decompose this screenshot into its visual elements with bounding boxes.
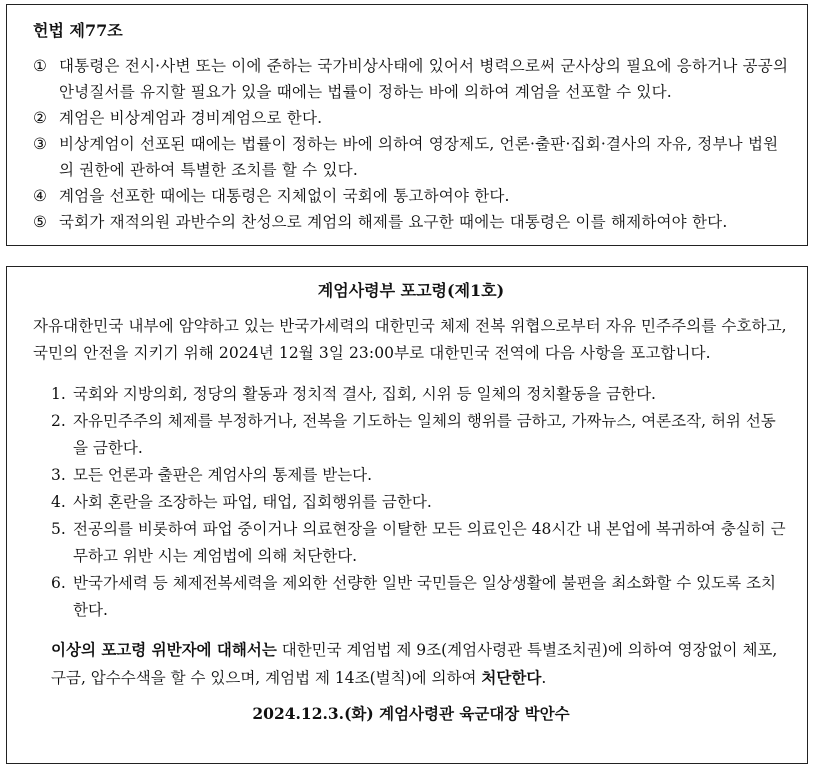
constitution-article-box bbox=[6, 4, 808, 246]
decree-item-2 bbox=[51, 408, 789, 462]
closing-text: 대한민국 계엄법 제 9조(계엄사령관 특별조치권)에 의하여 영장없이 체포, 구금, 압수수색을 할 수 있으며, 계엄법 제 14조(벌칙)에 의하여 bbox=[51, 641, 778, 687]
clause-number: ③ bbox=[33, 135, 48, 153]
item-number: 5. bbox=[51, 520, 66, 538]
clause-number: ① bbox=[33, 57, 48, 75]
clause-1 bbox=[33, 53, 789, 105]
item-number: 2. bbox=[51, 412, 66, 430]
clause-text: 계엄을 선포한 때에는 대통령은 지체없이 국회에 통고하여야 한다. bbox=[59, 187, 510, 205]
item-text: 반국가세력 등 체제전복세력을 제외한 선량한 일반 국민들은 일상생활에 불편을 최소화할 수 있도록 조치한다. bbox=[73, 574, 776, 619]
decree-item-1 bbox=[51, 381, 789, 408]
clause-4 bbox=[33, 183, 789, 209]
closing-bold-lead: 이상의 포고령 위반자에 대해서는 bbox=[51, 640, 277, 659]
clause-text: 대통령은 전시·사변 또는 이에 준하는 국가비상사태에 있어서 병력으로써 군사상의 필요에 응하거나 공공의 안녕질서를 유지할 필요가 있을 때에는 법률이 정하는 바에 의하여 계엄을 선포할 수 있다. bbox=[59, 57, 789, 101]
decree-item-5 bbox=[51, 516, 789, 570]
decree-item-6 bbox=[51, 570, 789, 624]
item-text: 자유민주주의 체제를 부정하거나, 전복을 기도하는 일체의 행위를 금하고, 가짜뉴스, 여론조작, 허위 선동을 금한다. bbox=[73, 412, 776, 457]
clause-5 bbox=[33, 209, 789, 235]
item-text: 국회와 지방의회, 정당의 활동과 정치적 결사, 집회, 시위 등 일체의 정치활동을 금한다. bbox=[73, 385, 656, 403]
decree-intro: 자유대한민국 내부에 암약하고 있는 반국가세력의 대한민국 체제 전복 위협으로부터 자유 민주주의를 수호하고, 국민의 안전을 지키기 위해 2024년 12월 3일 23:00부로 대한민국 전역에 다음 사항을 포고합니다. bbox=[33, 317, 787, 362]
clause-number: ⑤ bbox=[33, 213, 48, 231]
clause-text: 국회가 재적의원 과반수의 찬성으로 계엄의 해제를 요구한 때에는 대통령은 이를 해제하여야 한다. bbox=[59, 213, 728, 231]
closing-period: . bbox=[541, 669, 547, 687]
decree-title: 계엄사령부 포고령(제1호) bbox=[317, 281, 505, 300]
item-number: 3. bbox=[51, 466, 66, 484]
clause-text: 비상계엄이 선포된 때에는 법률이 정하는 바에 의하여 영장제도, 언론·출판·집회·결사의 자유, 정부나 법원의 권한에 관하여 특별한 조치를 할 수 있다. bbox=[59, 135, 779, 179]
decree-item-3 bbox=[51, 462, 789, 489]
decree-closing bbox=[51, 636, 789, 692]
article-title: 헌법 제77조 bbox=[33, 21, 123, 40]
decree-item-list bbox=[51, 381, 789, 624]
closing-bold-end: 처단한다 bbox=[481, 668, 542, 687]
item-number: 1. bbox=[51, 385, 66, 403]
decree-item-4 bbox=[51, 489, 789, 516]
item-text: 사회 혼란을 조장하는 파업, 태업, 집회행위를 금한다. bbox=[73, 493, 432, 511]
clause-3 bbox=[33, 131, 789, 183]
martial-law-decree-box bbox=[6, 266, 808, 764]
item-number: 6. bbox=[51, 574, 66, 592]
item-text: 전공의를 비롯하여 파업 중이거나 의료현장을 이탈한 모든 의료인은 48시간 내 본업에 복귀하여 충실히 근무하고 위반 시는 계엄법에 의해 처단한다. bbox=[73, 520, 786, 565]
clause-2 bbox=[33, 105, 789, 131]
clause-number: ② bbox=[33, 109, 48, 127]
item-number: 4. bbox=[51, 493, 66, 511]
clause-text: 계엄은 비상계엄과 경비계엄으로 한다. bbox=[59, 109, 323, 127]
clause-number: ④ bbox=[33, 187, 48, 205]
decree-signature: 2024.12.3.(화) 계엄사령관 육군대장 박안수 bbox=[252, 704, 570, 723]
item-text: 모든 언론과 출판은 계엄사의 통제를 받는다. bbox=[73, 466, 373, 484]
